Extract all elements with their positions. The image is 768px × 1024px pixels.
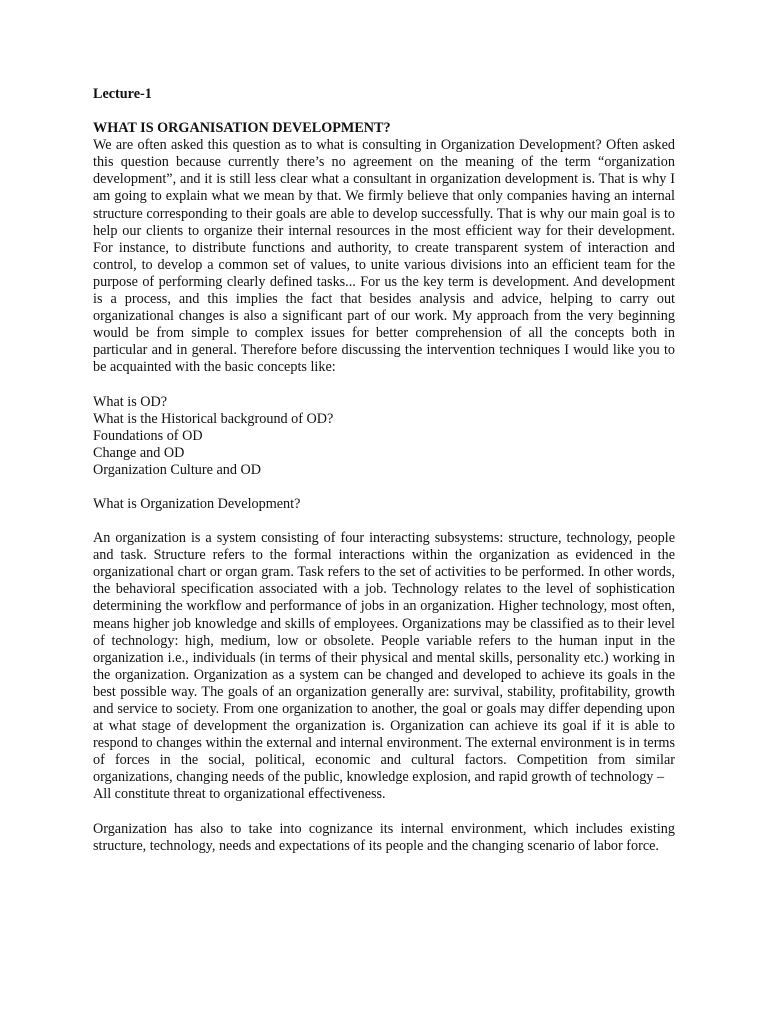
document-page bbox=[93, 86, 675, 855]
section-heading: WHAT IS ORGANISATION DEVELOPMENT? bbox=[93, 120, 391, 137]
spacer bbox=[93, 804, 675, 821]
topic-list bbox=[93, 394, 675, 479]
subheading: What is Organization Development? bbox=[93, 495, 301, 512]
spacer bbox=[93, 513, 675, 530]
spacer bbox=[93, 377, 675, 394]
topic-item: What is the Historical background of OD? bbox=[93, 410, 334, 427]
threat-line: All constitute threat to organizational effectiveness. bbox=[93, 786, 386, 803]
intro-paragraph: We are often asked this question as to what is consulting in Organization Development? Often asked this question because currently there’s no agreement on the meaning of the term “organization development”, and it is still less clear what a consultant in organization development is. That is why I am going to explain what we mean by that. We firmly believe that only companies having an internal structure corresponding to their goals are able to develop successfully. That is why our main goal is to help our clients to organize their internal resources in the most efficient way for their development. For instance, to distribute functions and authority, to create transparent system of interaction and control, to develop a common set of values, to unite various divisions into an efficient team for the purpose of performing clearly defined tasks... For us the key term is development. And development is a process, and this implies the fact that besides analysis and advice, helping to carry out organizational changes is also a significant part of our work. My approach from the very beginning would be from simple to complex issues for better comprehension of all the concepts both in particular and in general. Therefore before discussing the intervention techniques I would like you to be acquainted with the basic concepts like: bbox=[93, 137, 675, 376]
body-paragraph: An organization is a system consisting of four interacting subsystems: structure, technology, people and task. Structure refers to the formal interactions within the organization as evidenced in the organizational chart or organ gram. Task refers to the set of activities to be performed. In other words, the behavioral specification associated with a job. Technology relates to the level of sophistication determining the workflow and performance of jobs in an organization. Higher technology, most often, means higher job knowledge and skills of employees. Organizations may be classified as to their level of technology: high, medium, low or obsolete. People variable refers to the human input in the organization i.e., individuals (in terms of their physical and mental skills, personality etc.) working in the organization. Organization as a system can be changed and developed to achieve its goals in the best possible way. The goals of an organization generally are: survival, stability, profitability, growth and service to society. From one organization to another, the goal or goals may differ depending upon at what stage of development the organization is. Organization can achieve its goal if it is able to respond to changes within the external and internal environment. The external environment is in terms of forces in the social, political, economic and cultural factors. Competition from similar organizations, changing needs of the public, knowledge explosion, and rapid growth of technology – bbox=[93, 530, 675, 786]
spacer bbox=[93, 479, 675, 496]
lecture-title: Lecture-1 bbox=[93, 86, 152, 102]
closing-paragraph: Organization has also to take into cognizance its internal environment, which includes existing structure, technology, needs and expectations of its people and the changing scenario of labor force. bbox=[93, 820, 675, 854]
topic-item: Organization Culture and OD bbox=[93, 461, 261, 478]
topic-item: What is OD? bbox=[93, 393, 168, 410]
topic-item: Change and OD bbox=[93, 444, 185, 461]
topic-item: Foundations of OD bbox=[93, 427, 203, 444]
